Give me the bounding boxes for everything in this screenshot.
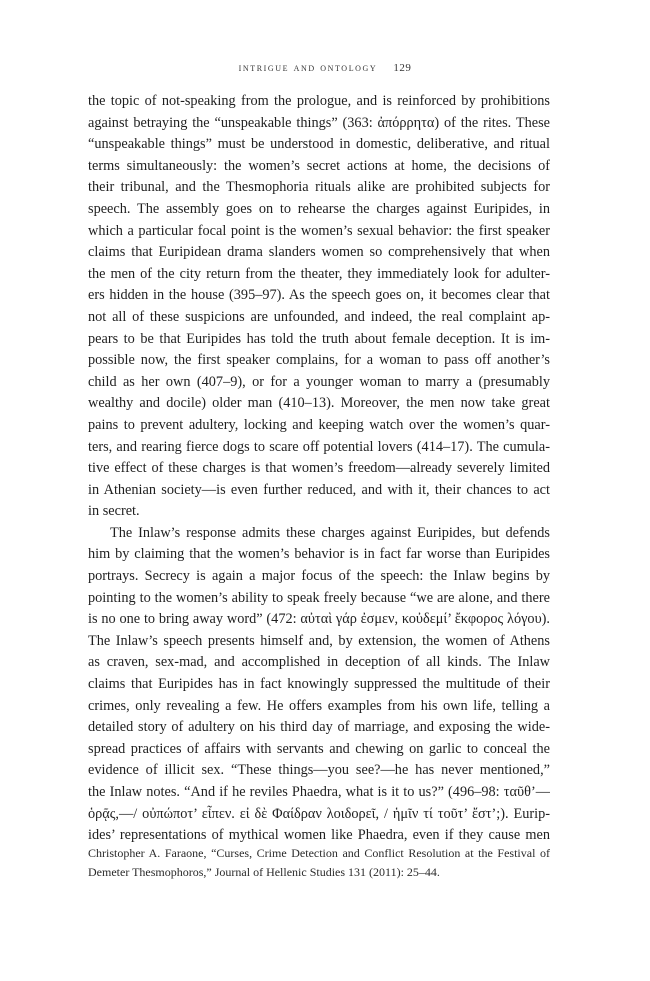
text-line: speech. The assembly goes on to rehearse the charges against Euripides, in xyxy=(88,200,550,217)
text-line: wealthy and docile) older man (410–13). Moreover, the men now take great xyxy=(88,395,550,412)
footnote xyxy=(88,844,550,882)
text-line: child as her own (407–9), or for a younger woman to marry a (presumably xyxy=(88,373,550,390)
text-line: pears to be that Euripides has told the truth about female deception. It is im- xyxy=(88,330,550,347)
text-line: pains to prevent adultery, locking and keeping watch over the women’s quar- xyxy=(88,416,550,433)
text-line: tive effect of these charges is that women’s freedom—already severely limited xyxy=(88,460,550,477)
text-line: which a particular focal point is the women’s sexual behavior: the first speaker xyxy=(88,222,550,239)
text-line: crimes, only revealing a few. He offers examples from his own life, telling a xyxy=(88,697,550,714)
text-line: against betraying the “unspeakable things” (363: ἀπόρρητα) of the rites. These xyxy=(88,114,550,131)
text-line: The Inlaw’s speech presents himself and, by extension, the women of Athens xyxy=(88,632,550,649)
running-head xyxy=(0,62,650,74)
page-number: 129 xyxy=(393,62,412,74)
text-line: ers hidden in the house (395–97). As the speech goes on, it becomes clear that xyxy=(88,287,550,304)
body-text xyxy=(88,91,550,847)
text-line: him by claiming that the women’s behavior is in fact far worse than Euripides xyxy=(88,546,550,563)
text-line: in secret. xyxy=(88,503,140,520)
text-line: pointing to the women’s ability to speak freely because “we are alone, and there xyxy=(88,589,550,606)
text-line: ὁρᾷς,—/ οὐπώποτ’ εἶπεν. εἰ δὲ Φαίδραν λοιδορεῖ, / ἡμῖν τί τοῦτ’ ἔστ’;). Eurip- xyxy=(88,805,550,822)
text-line: the Inlaw notes. “And if he reviles Phaedra, what is it to us?” (496–98: ταῦθ’— xyxy=(88,784,550,800)
text-line: as craven, sex-mad, and accomplished in deception of all kinds. The Inlaw xyxy=(88,654,550,671)
text-line: detailed story of adultery on his third day of marriage, and exposing the wide- xyxy=(88,719,550,736)
text-line: claims that Euripides has in fact knowingly suppressed the multitude of their xyxy=(88,676,550,693)
text-line: portrays. Secrecy is again a major focus of the speech: the Inlaw begins by xyxy=(88,568,550,585)
text-line: the men of the city return from the theater, they immediately look for adulter- xyxy=(88,265,550,282)
text-line: ides’ representations of mythical women like Phaedra, even if they cause men xyxy=(88,827,550,844)
footnote-line: Demeter Thesmophoros,” Journal of Hellenic Studies 131 (2011): 25–44. xyxy=(88,865,440,879)
paragraph xyxy=(88,523,550,847)
paragraph xyxy=(88,91,550,523)
text-line: terms simultaneously: the women’s secret actions at home, the decisions of xyxy=(88,157,550,174)
text-line: possible now, the first speaker complains, for a woman to pass off another’s xyxy=(88,352,550,369)
text-line: “unspeakable things” must be understood in domestic, deliberative, and ritual xyxy=(88,136,550,153)
text-line: in Athenian society—is even further reduced, and with it, their chances to act xyxy=(88,481,550,498)
footnote-line: Christopher A. Faraone, “Curses, Crime Detection and Conflict Resolution at the Festival of xyxy=(88,846,550,860)
text-line: ters, and rearing fierce dogs to scare off potential lovers (414–17). The cumula- xyxy=(88,438,550,455)
text-line: is no one to bring away word” (472: αὐταὶ γάρ ἐσμεν, κοὐδεμί’ ἔκφορος λόγου). xyxy=(88,611,550,628)
text-line: claims that Euripidean drama slanders women so comprehensively that when xyxy=(88,244,550,261)
text-line: spread practices of affairs with servants and chewing on garlic to conceal the xyxy=(88,740,550,757)
text-line: their tribunal, and the Thesmophoria rituals alike are prohibited subjects for xyxy=(88,179,550,196)
running-head-title: intrigue and ontology xyxy=(238,62,378,74)
text-line: The Inlaw’s response admits these charges against Euripides, but defends xyxy=(110,524,550,541)
text-line: the topic of not-speaking from the prologue, and is reinforced by prohibitions xyxy=(88,93,550,109)
text-line: not all of these suspicions are unfounded, and indeed, the real complaint ap- xyxy=(88,308,550,325)
text-line: evidence of illicit sex. “These things—you see?—he has never mentioned,” xyxy=(88,762,550,779)
